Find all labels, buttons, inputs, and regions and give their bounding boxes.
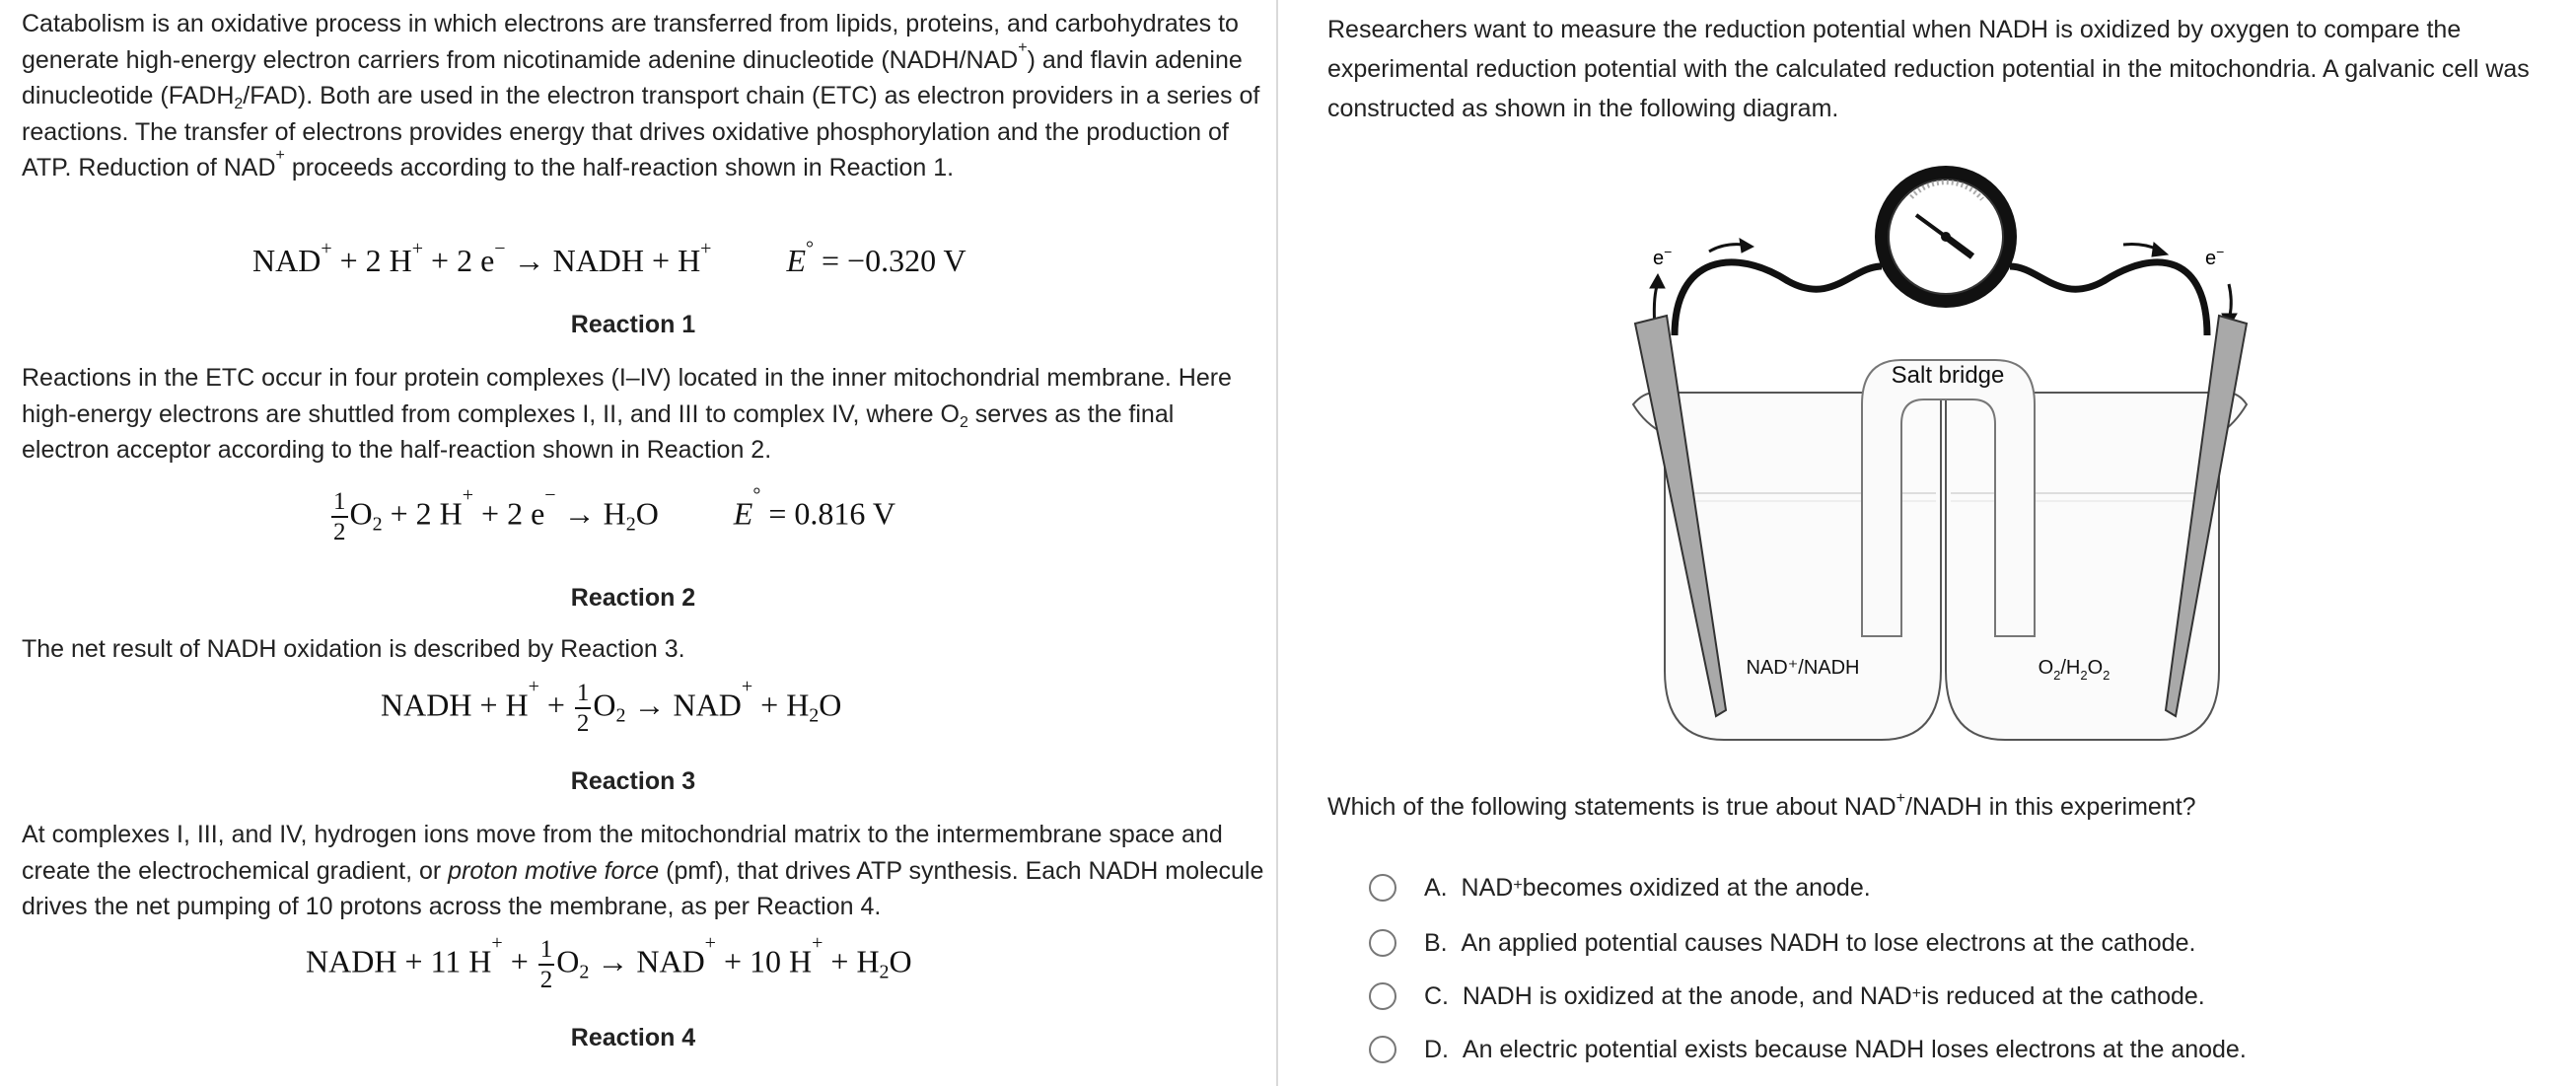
voltmeter-icon [1875, 166, 2017, 308]
question-stem: Which of the following statements is true about NAD+/NADH in this experiment? [1327, 790, 2196, 821]
reaction-1-label: Reaction 1 [570, 311, 696, 338]
reaction-2-label: Reaction 2 [570, 584, 696, 612]
passage-paragraph-4: At complexes I, III, and IV, hydrogen ions move from the mitochondrial matrix to the intermembrane space and create the electrochemical gradient, or proton motive force (pmf), that drives ATP synthesis. Each NADH molecule drives the net pumping of 10 protons across the membrane, as per Reaction 4. [22, 821, 1264, 920]
radio-button-d[interactable] [1369, 1036, 1396, 1063]
radio-button-b[interactable] [1369, 929, 1396, 957]
salt-bridge-label: Salt bridge [1891, 362, 2005, 389]
equation-1: NAD+ + 2 H+ + 2 e− → NADH + H+ E° = −0.320 V [252, 238, 966, 278]
reaction-4-label: Reaction 4 [570, 1024, 696, 1051]
equation-3: NADH + H+ + $\frac{1}{2}$ $O_2 \to NAD^+ + H_2O$ [381, 676, 842, 737]
passage-paragraph-2: Reactions in the ETC occur in four protein complexes (I–IV) located in the inner mitochondrial membrane. Here high-energy electrons are shuttled from complexes I, II, and III to complex IV, where $O_2$ serves as the final electron acceptor according to the half-reaction shown in Reaction 2. [22, 364, 1232, 464]
equation-4: NADH + 11 H+ + $\frac{1}{2}$ $O_2 \to NAD^+ + 10$ $H^+ + H_2O$ [306, 932, 912, 993]
radio-button-a[interactable] [1369, 874, 1396, 902]
radio-button-c[interactable] [1369, 982, 1396, 1010]
answer-choice-b[interactable]: B. An applied potential causes NADH to lose electrons at the cathode. [1369, 923, 2195, 963]
reaction-3-label: Reaction 3 [570, 767, 696, 795]
answer-choice-a[interactable]: A. NAD + becomes oxidized at the anode. [1369, 868, 1871, 907]
question-panel [1280, 0, 2576, 1086]
answer-choice-c[interactable]: C. NADH is oxidized at the anode, and NAD + is reduced at the cathode. [1369, 977, 2205, 1016]
cathode-solution-label: $O_2/H_2O_2$ [2038, 657, 2111, 683]
passage-paragraph-3: The net result of NADH oxidation is described by Reaction 3. [22, 635, 685, 663]
answer-choice-d[interactable]: D. An electric potential exists because NADH loses electrons at the anode. [1369, 1030, 2247, 1069]
passage-paragraph-1: Catabolism is an oxidative process in which electrons are transferred from lipids, proteins, and carbohydrates to generate high-energy electron carriers from nicotinamide adenine dinucleotide (NADH/NAD+) and flavin adenine dinucleotide $(FADH_2/FAD)$. Both are used in the electron transport chain (ETC) as electron providers in a series of reactions. The transfer of electrons provides energy that drives oxidative phosphorylation and the production of ATP. Reduction of NAD+ proceeds according to the half-reaction shown in Reaction 1. [22, 10, 1260, 181]
electron-label-right: e− [2205, 244, 2225, 269]
equation-2: $\frac{1}{2}$ $O_2 + 2$ H+ + 2 $e^- \to H_2O$ E° = 0.816 V [333, 484, 895, 545]
anode-solution-label: NAD⁺/NADH [1746, 657, 1860, 679]
galvanic-cell-diagram [1615, 158, 2256, 750]
passage-panel [0, 0, 1278, 1086]
question-intro: Researchers want to measure the reduction potential when NADH is oxidized by oxygen to compare the experimental reduction potential with the calculated reduction potential in the mitochondria. A galvanic cell was constructed as shown in the following diagram. [1327, 16, 2530, 122]
electron-label-left: e− [1653, 244, 1673, 269]
